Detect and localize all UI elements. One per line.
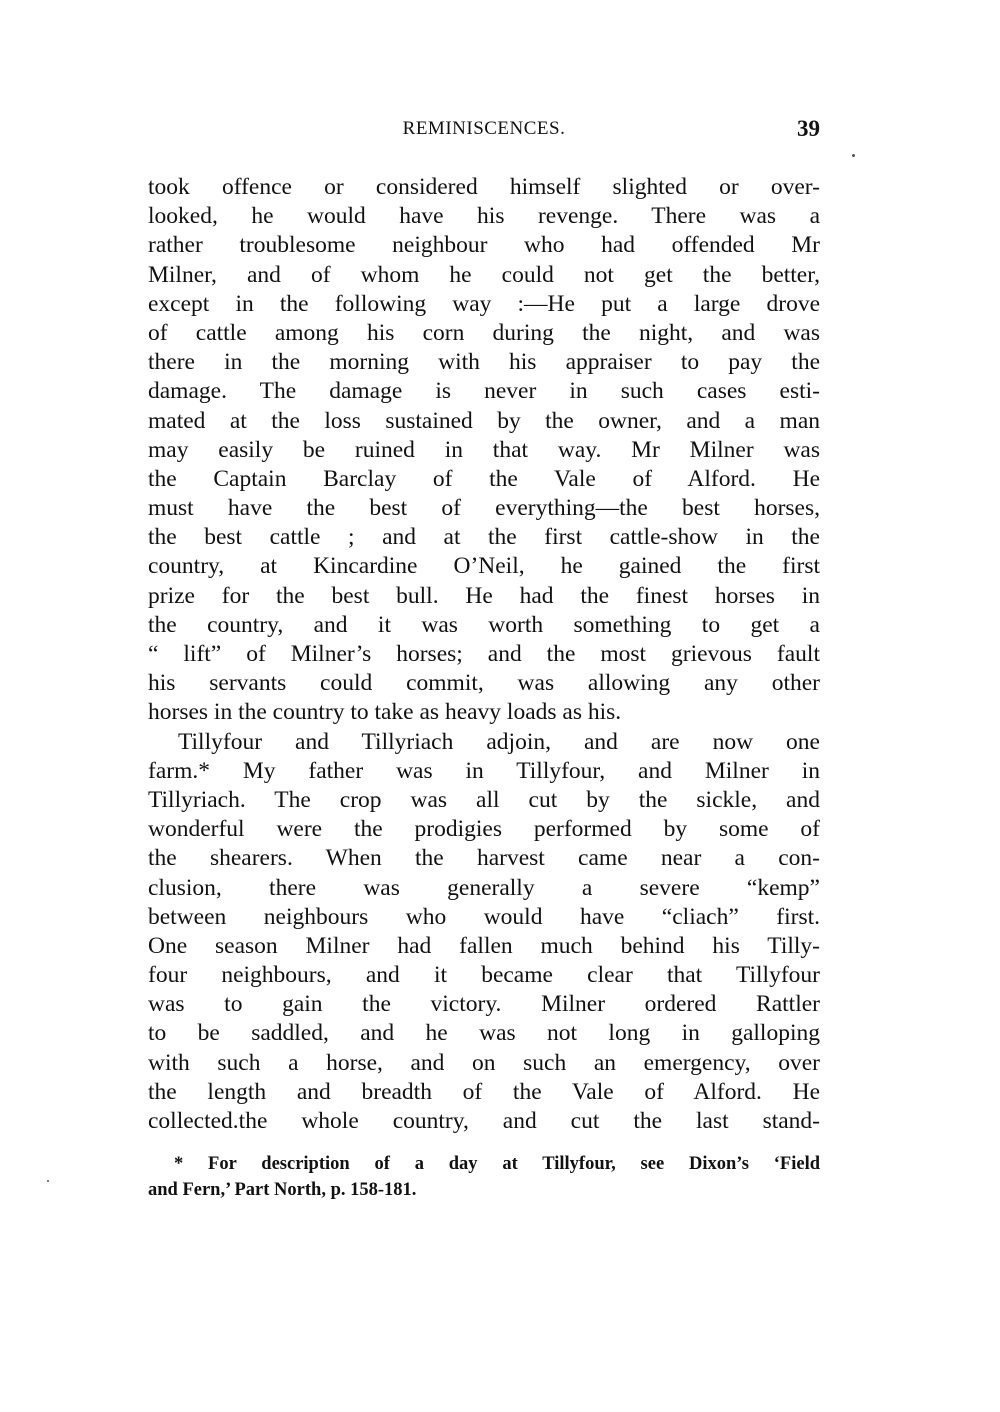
text-line: mated at the loss sustained by the owner, and a man [148,407,820,434]
page-number: 39 [797,116,820,141]
text-line: the length and breadth of the Vale of Alford. He [148,1078,820,1105]
text-line: to be saddled, and he was not long in galloping [148,1020,820,1047]
text-line: except in the following way :—He put a large drove [148,290,820,317]
text-line: must have the best of everything—the best horses, [148,495,820,522]
text-line: took offence or considered himself slighted or over- [148,174,820,200]
footnote-line: * For description of a day at Tillyfour, see Dixon’s ‘Field [174,1154,820,1174]
print-speck [852,154,855,157]
paragraph-start-line: Tillyfour and Tillyriach adjoin, and are now one [178,728,820,755]
running-title: REMINISCENCES. [402,118,566,139]
text-line: Milner, and of whom he could not get the better, [148,261,820,288]
text-line: with such a horse, and on such an emergency, over [148,1049,820,1076]
text-line: country, at Kincardine O’Neil, he gained the first [148,553,820,580]
text-line: damage. The damage is never in such cases esti- [148,378,820,405]
text-line: the best cattle ; and at the first cattle-show in the [148,524,820,551]
text-line: farm.* My father was in Tillyfour, and Milner in [148,757,820,784]
text-line: the country, and it was worth something to get a [148,611,820,638]
text-line: collected.the whole country, and cut the last stand- [148,1108,820,1134]
text-line: his servants could commit, was allowing any other [148,670,820,697]
text-line: four neighbours, and it became clear that Tillyfour [148,962,820,989]
text-line: between neighbours who would have “cliach” first. [148,903,820,930]
paragraph-end-line: horses in the country to take as heavy loads as his. [148,699,622,726]
text-line: of cattle among his corn during the night, and was [148,319,820,346]
text-line: Tillyriach. The crop was all cut by the sickle, and [148,786,820,813]
footnote [148,1151,820,1203]
text-line: was to gain the victory. Milner ordered Rattler [148,991,820,1018]
body-text [148,173,820,1136]
text-line: “ lift” of Milner’s horses; and the most grievous fault [148,641,820,667]
text-line: there in the morning with his appraiser to pay the [148,349,820,376]
text-line: wonderful were the prodigies performed by some of [148,816,820,843]
text-line: prize for the best bull. He had the finest horses in [148,582,820,609]
footnote-line: and Fern,’ Part North, p. 158-181. [148,1180,417,1200]
text-line: the Captain Barclay of the Vale of Alford. He [148,465,820,492]
text-line: the shearers. When the harvest came near a con- [148,845,820,872]
print-speck [47,1180,49,1182]
text-line: rather troublesome neighbour who had offended Mr [148,232,820,259]
running-head [148,118,820,150]
text-line: One season Milner had fallen much behind his Tilly- [148,932,820,959]
text-line: clusion, there was generally a severe “kemp” [148,874,820,901]
text-line: may easily be ruined in that way. Mr Milner was [148,436,820,463]
text-line: looked, he would have his revenge. There was a [148,203,820,230]
